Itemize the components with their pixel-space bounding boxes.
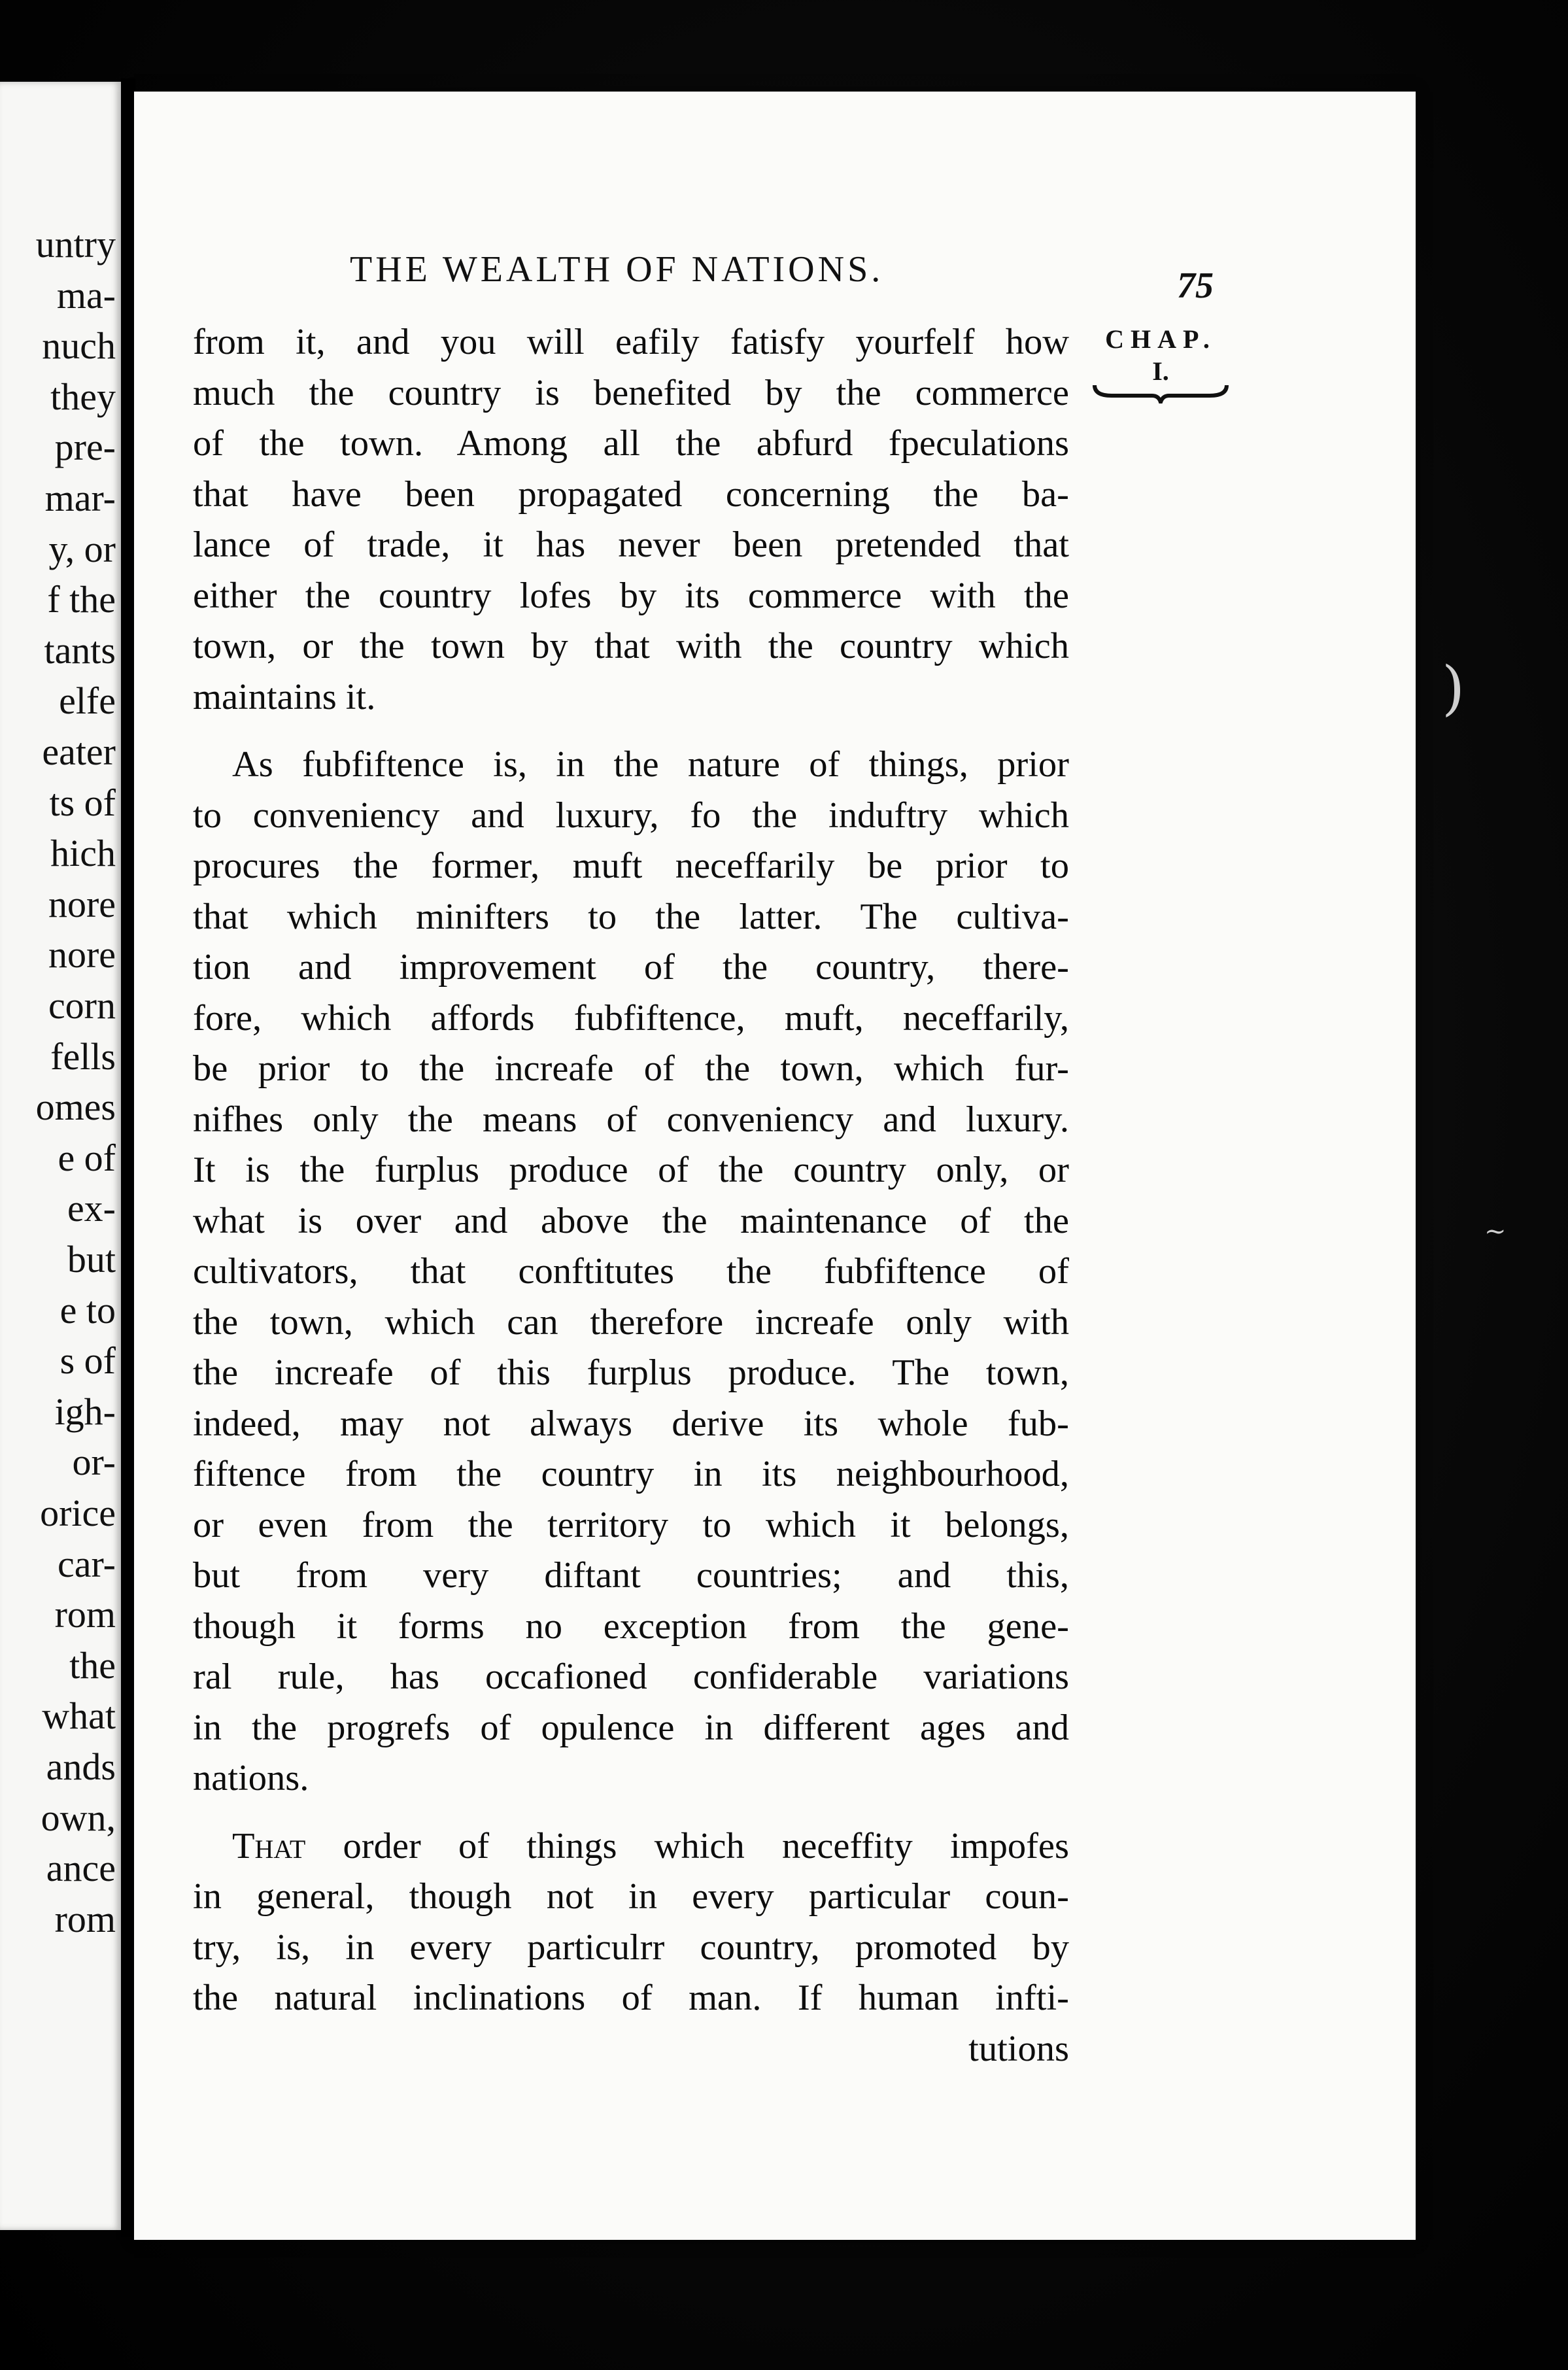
- body-text: [193, 317, 1069, 2074]
- text-line: indeed, may not always derive its whole fub-: [193, 1403, 1069, 1444]
- left-page-fragment: ts of: [49, 781, 116, 824]
- text-line: lance of trade, it has never been pretended that: [193, 524, 1069, 565]
- text-line: procures the former, muft neceffarily be prior to: [193, 846, 1069, 886]
- text-line: be prior to the increafe of the town, which fur-: [193, 1048, 1069, 1089]
- left-page-fragment: the: [69, 1643, 116, 1687]
- left-page-fragment: nore: [48, 933, 116, 976]
- text-line: try, is, in every particulrr country, promoted by: [193, 1927, 1069, 1968]
- text-line: maintains it.: [193, 676, 376, 717]
- book-gutter: [121, 78, 135, 2237]
- text-line: to conveniency and luxury, fo the induftry which: [193, 795, 1069, 836]
- text-line: town, or the town by that with the country which: [193, 626, 1069, 666]
- text-line: cultivators, that conftitutes the fubfiftence of: [193, 1251, 1069, 1292]
- chapter-label: CHAP.: [1105, 324, 1216, 354]
- text-line: in general, though not in every particular coun-: [193, 1876, 1069, 1917]
- text-line: in the progrefs of opulence in different ages and: [193, 1707, 1069, 1748]
- left-page-fragment: but: [67, 1238, 116, 1280]
- left-page-fragment: own,: [41, 1796, 116, 1839]
- left-page-fragment: elfe: [59, 679, 116, 723]
- left-page-fragment: ands: [46, 1745, 116, 1788]
- text-line: ral rule, has occafioned confiderable variations: [193, 1657, 1069, 1697]
- text-line: that which minifters to the latter. The cultiva-: [193, 896, 1069, 937]
- stray-mark: ): [1442, 654, 1465, 723]
- left-page-fragment: ex-: [67, 1187, 116, 1230]
- left-page-fragment: nore: [48, 882, 116, 925]
- stray-mark: ~: [1484, 1216, 1507, 1246]
- text-line: the increafe of this furplus produce. The town,: [193, 1352, 1069, 1393]
- paragraph-gap: [193, 1804, 1069, 1821]
- left-page-fragment: corn: [48, 984, 116, 1027]
- text-line: that have been propagated concerning the ba-: [193, 473, 1069, 515]
- catchword: tutions: [968, 2028, 1069, 2069]
- left-page-fragment: or-: [72, 1441, 116, 1484]
- left-page-fragment: what: [42, 1694, 116, 1738]
- left-page-fragment: eater: [42, 730, 116, 773]
- book-page: [134, 92, 1416, 2240]
- chapter-side-note: [1076, 324, 1246, 404]
- left-page-fragment: rom: [54, 1593, 116, 1636]
- text-line: the town, which can therefore increafe only with: [193, 1301, 1069, 1343]
- left-page-fragment: y, or: [48, 527, 116, 570]
- left-page-fragment: tants: [44, 628, 116, 672]
- left-page-fragment: f the: [47, 578, 116, 621]
- left-page-fragment: e to: [60, 1288, 116, 1331]
- text-line: nations.: [193, 1758, 309, 1798]
- text-line: or even from the territory to which it belongs,: [193, 1504, 1069, 1545]
- left-page-fragment: nuch: [42, 324, 116, 368]
- text-line: from it, and you will eafily fatisfy yourfelf how: [193, 322, 1069, 362]
- left-page-fragment: ance: [46, 1847, 116, 1890]
- text-line: tion and improvement of the country, there-: [193, 947, 1069, 987]
- left-page-fragment: they: [50, 375, 116, 418]
- text-line: nifhes only the means of conveniency and luxury.: [193, 1099, 1069, 1140]
- left-page-fragment: e of: [58, 1136, 116, 1179]
- text-line: As fubfiftence is, in the nature of things, prior: [232, 744, 1069, 785]
- text-line: though it forms no exception from the gene-: [193, 1606, 1069, 1647]
- left-page-fragment: s of: [60, 1339, 116, 1382]
- text-line: [193, 1821, 1069, 1872]
- left-page-fragment: mar-: [44, 477, 116, 519]
- left-page-fragment: car-: [58, 1542, 116, 1585]
- text-line: the natural inclinations of man. If human infti-: [193, 1978, 1069, 2018]
- text-line: what is over and above the maintenance of the: [193, 1200, 1069, 1241]
- left-page-fragment: omes: [35, 1086, 116, 1129]
- text-line: much the country is benefited by the commerce: [193, 372, 1069, 413]
- page-number: 75: [1177, 266, 1214, 306]
- running-head: THE WEALTH OF NATIONS.: [350, 249, 884, 290]
- left-page-fragment: pre-: [54, 426, 116, 469]
- text-line: either the country lofes by its commerce with the: [193, 575, 1069, 616]
- left-page-fragment: fells: [50, 1035, 116, 1078]
- text-line: It is the furplus produce of the country only, or: [193, 1150, 1069, 1190]
- left-page-fragment: untry: [35, 223, 116, 266]
- small-caps-lead: That: [232, 1825, 306, 1866]
- left-page-fragment: orice: [40, 1492, 116, 1534]
- left-page-fragment: rom: [54, 1897, 116, 1940]
- text-line-rest: order of things which neceffity impofes: [343, 1825, 1070, 1866]
- left-page-edge: [0, 82, 121, 2230]
- left-page-fragment: hich: [50, 832, 116, 875]
- text-line: fiftence from the country in its neighbourhood,: [193, 1454, 1069, 1494]
- text-line: of the town. Among all the abfurd fpeculations: [193, 423, 1069, 464]
- chapter-number: I.: [1152, 356, 1169, 386]
- left-page-fragment: ma-: [56, 273, 116, 317]
- paragraph-gap: [193, 723, 1069, 740]
- text-line: but from very diftant countries; and this,: [193, 1555, 1069, 1596]
- left-page-fragment: igh-: [54, 1390, 116, 1433]
- text-line: fore, which affords fubfiftence, muft, neceffarily,: [193, 997, 1069, 1039]
